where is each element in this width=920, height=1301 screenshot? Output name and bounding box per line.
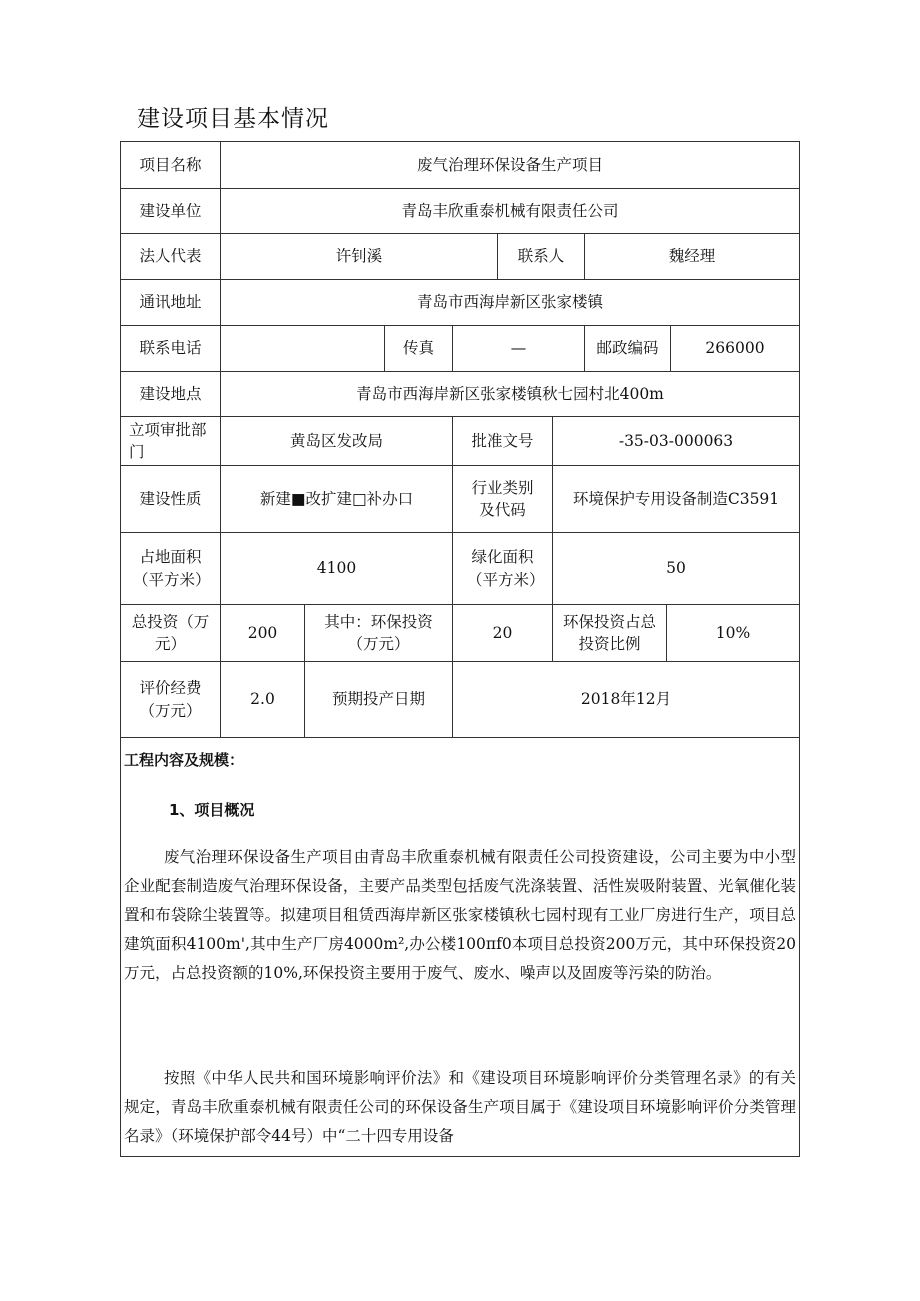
project-name-label: 项目名称 — [121, 142, 221, 189]
green-area-label: 绿化面积（平方米） — [453, 533, 553, 605]
scope-heading: 工程内容及规模： — [124, 751, 245, 769]
env-invest-label: 其中：环保投资（万元） — [305, 605, 453, 662]
total-invest-value: 200 — [221, 605, 305, 662]
land-area-label: 占地面积（平方米） — [121, 533, 221, 605]
project-name-value: 废气治理环保设备生产项目 — [221, 142, 799, 189]
env-ratio-value: 10% — [667, 605, 799, 662]
site-label: 建设地点 — [121, 372, 221, 417]
approval-no-label: 批准文号 — [453, 417, 553, 466]
regulation-paragraph: 按照《中华人民共和国环境影响评价法》和《建设项目环境影响评价分类管理名录》的有关规定，青岛丰欣重泰机械有限责任公司的环保设备生产项目属于《建设项目环境影响评价分类管理名录》（环境保护部令44号）中“二十四专用设备 — [124, 1069, 796, 1145]
legal-rep-label: 法人代表 — [121, 234, 221, 280]
page-title: 建设项目基本情况 — [137, 106, 329, 132]
nature-value: 新建■改扩建□补办口 — [221, 466, 453, 533]
green-area-value: 50 — [553, 533, 799, 605]
eval-fee-label: 评价经费（万元） — [121, 662, 221, 737]
builder-label: 建设单位 — [121, 189, 221, 234]
industry-label: 行业类别及代码 — [453, 466, 553, 533]
phone-value — [221, 326, 385, 372]
project-info-table — [120, 141, 800, 738]
approval-no-value: -35-03-000063 — [553, 417, 799, 466]
address-label: 通讯地址 — [121, 280, 221, 326]
overview-paragraph: 废气治理环保设备生产项目由青岛丰欣重泰机械有限责任公司投资建设，公司主要为中小型企业配套制造废气治理环保设备，主要产品类型包括废气洗涤装置、活性炭吸附装置、光氧催化装置和布袋除尘装置等。拟建项目租赁西海岸新区张家楼镇秋七园村现有工业厂房进行生产，项目总建筑面积4100m',其中生产厂房4000m²,办公楼100πf0本项目总投资200万元，其中环保投资20万元，占总投资额的10%,环保投资主要用于废气、废水、噪声以及固废等污染的防治。 — [124, 848, 796, 982]
approval-dept-label: 立项审批部门 — [121, 417, 221, 466]
contact-value: 魏经理 — [585, 234, 799, 280]
land-area-value: 4100 — [221, 533, 453, 605]
industry-value: 环境保护专用设备制造C3591 — [553, 466, 799, 533]
postcode-label: 邮政编码 — [585, 326, 671, 372]
phone-label: 联系电话 — [121, 326, 221, 372]
contact-label: 联系人 — [498, 234, 585, 280]
nature-label: 建设性质 — [121, 466, 221, 533]
env-ratio-label: 环保投资占总投资比例 — [553, 605, 667, 662]
fax-value: — — [453, 326, 585, 372]
fax-label: 传真 — [385, 326, 453, 372]
prod-date-label: 预期投产日期 — [305, 662, 453, 737]
approval-dept-value: 黄岛区发改局 — [221, 417, 453, 466]
prod-date-value: 2018年12月 — [580, 690, 672, 709]
overview-heading: 1、项目概况 — [169, 801, 255, 819]
builder-value: 青岛丰欣重泰机械有限责任公司 — [221, 189, 799, 234]
address-value: 青岛市西海岸新区张家楼镇 — [221, 280, 799, 326]
postcode-value: 266000 — [671, 326, 799, 372]
env-invest-value: 20 — [453, 605, 553, 662]
legal-rep-value: 许钊溪 — [221, 234, 498, 280]
total-invest-label: 总投资（万元） — [121, 605, 221, 662]
site-value: 青岛市西海岸新区张家楼镇秋七园村北400m — [221, 372, 799, 417]
project-content-section — [120, 737, 800, 1157]
eval-fee-value: 2.0 — [221, 662, 305, 737]
